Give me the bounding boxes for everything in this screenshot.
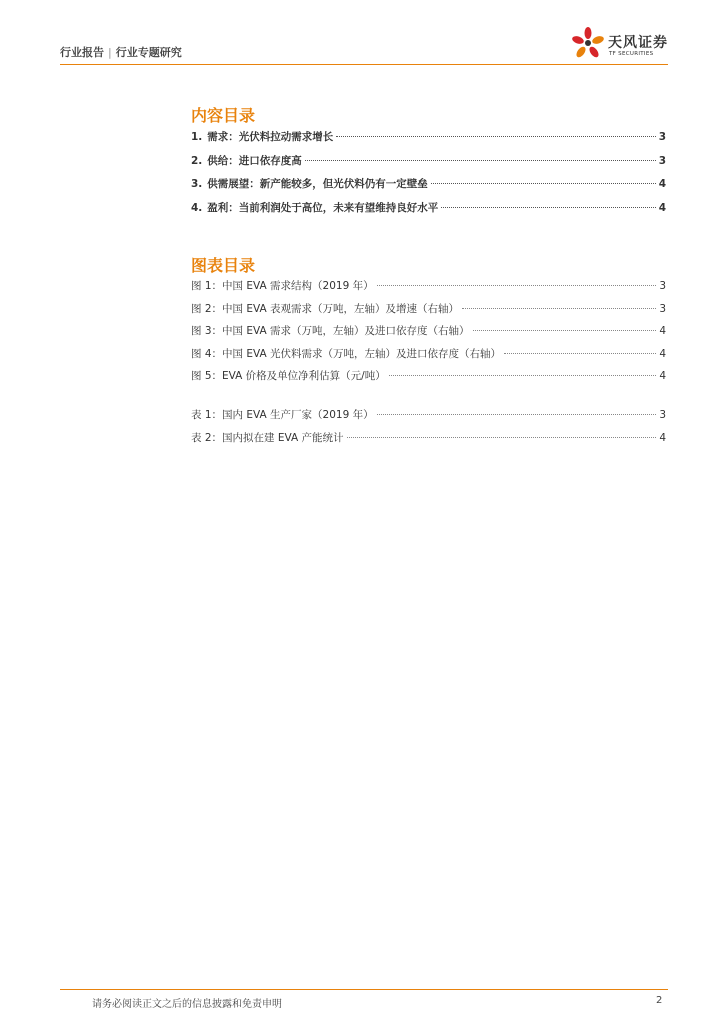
figures-title: 图表目录 (191, 256, 256, 275)
entry-label: 供需展望：新产能较多，但光伏料仍有一定壁垒 (207, 178, 428, 190)
report-header (60, 44, 182, 60)
contents-list (191, 129, 666, 223)
dot-leader (377, 414, 657, 415)
footer-disclaimer: 请务必阅读正文之后的信息披露和免责申明 (92, 999, 282, 1010)
entry-label: 供给：进口依存度高 (207, 154, 302, 167)
entry-number: 2. (191, 154, 203, 167)
header-subcategory: 行业专题研究 (115, 46, 182, 59)
contents-entry[interactable] (191, 153, 666, 177)
entry-number: 1. (191, 131, 203, 143)
figure-entry[interactable] (191, 346, 666, 369)
entry-label: 需求：光伏料拉动需求增长 (207, 131, 334, 143)
entry-label: 图 5：EVA 价格及单位净利估算（元/吨） (191, 370, 386, 382)
contents-entry[interactable] (191, 176, 666, 200)
page-number: 2 (656, 995, 663, 1006)
contents-title: 内容目录 (191, 106, 256, 125)
entry-label: 表 1：国内 EVA 生产厂家（2019 年） (191, 409, 374, 421)
figure-entry[interactable] (191, 323, 666, 346)
entry-page: 3 (659, 302, 666, 315)
dot-leader (431, 183, 656, 184)
header-rule (60, 64, 668, 65)
entry-page: 3 (658, 131, 666, 143)
flower-logo-icon (568, 24, 608, 64)
footer-rule (60, 989, 668, 990)
contents-entry[interactable] (191, 200, 666, 224)
contents-entry[interactable] (191, 129, 666, 153)
dot-leader (504, 353, 656, 354)
header-category: 行业报告 (60, 46, 104, 59)
entry-label: 图 4：中国 EVA 光伏料需求（万吨，左轴）及进口依存度（右轴） (191, 347, 502, 360)
header-separator: | (108, 46, 112, 59)
entry-label: 盈利：当前利润处于高位，未来有望维持良好水平 (207, 201, 439, 214)
entry-page: 4 (659, 370, 666, 382)
dot-leader (377, 285, 657, 286)
entry-page: 3 (659, 409, 666, 421)
entry-page: 4 (659, 325, 666, 337)
figure-entry[interactable] (191, 301, 666, 324)
figure-entry[interactable] (191, 278, 666, 301)
dot-leader (336, 136, 655, 137)
entry-label: 表 2：国内拟在建 EVA 产能统计 (191, 431, 344, 444)
dot-leader (389, 375, 657, 376)
entry-number: 3. (191, 178, 203, 190)
entry-page: 3 (658, 154, 666, 167)
entry-page: 4 (658, 178, 666, 190)
company-logo (568, 24, 678, 64)
entry-label: 图 1：中国 EVA 需求结构（2019 年） (191, 280, 374, 292)
dot-leader (462, 308, 656, 309)
figures-list (191, 278, 666, 391)
dot-leader (441, 207, 655, 208)
dot-leader (347, 437, 657, 438)
dot-leader (305, 160, 656, 161)
entry-page: 3 (659, 280, 666, 292)
tables-list (191, 407, 666, 452)
entry-page: 4 (659, 347, 666, 360)
entry-label: 图 3：中国 EVA 需求（万吨，左轴）及进口依存度（右轴） (191, 325, 470, 337)
entry-page: 4 (659, 431, 666, 444)
table-entry[interactable] (191, 430, 666, 453)
dot-leader (473, 330, 657, 331)
logo-cn-text: 天风证券 (608, 35, 668, 51)
entry-page: 4 (658, 201, 666, 214)
entry-number: 4. (191, 201, 203, 214)
entry-label: 图 2：中国 EVA 表观需求（万吨，左轴）及增速（右轴） (191, 302, 460, 315)
figure-entry[interactable] (191, 368, 666, 391)
table-entry[interactable] (191, 407, 666, 430)
logo-en-text: TF SECURITIES (609, 51, 654, 57)
